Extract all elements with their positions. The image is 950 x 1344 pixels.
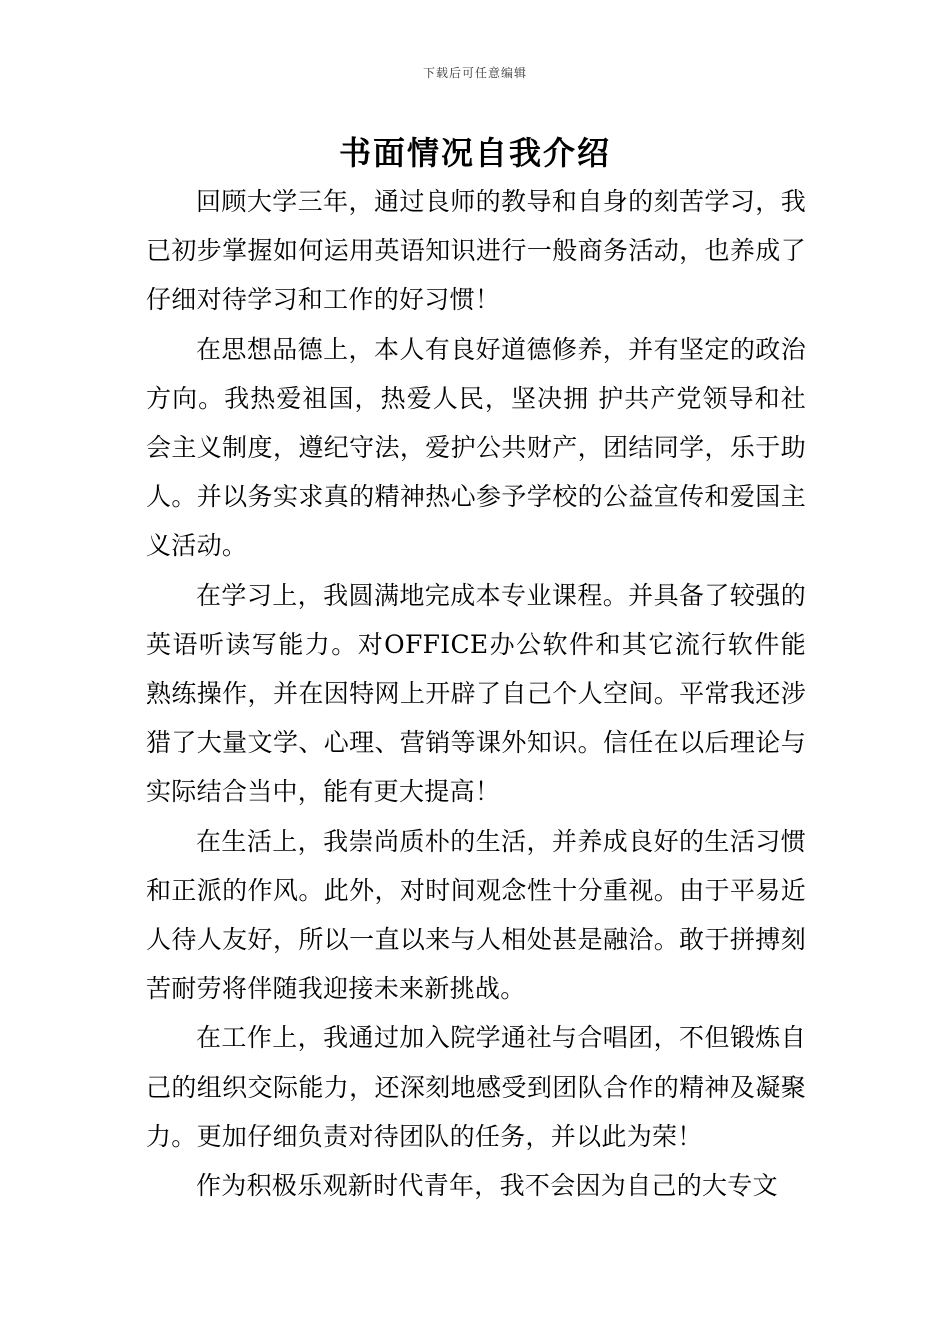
paragraph-4: 在生活上，我崇尚质朴的生活，并养成良好的生活习惯和正派的作风。此外，对时间观念性十分重视。由于平易近人待人友好，所以一直以来与人相处甚是融洽。敢于拼搏刻苦耐劳将伴随我迎接未来新挑战。 <box>146 826 806 1004</box>
header-note: 下载后可任意编辑 <box>422 66 527 80</box>
paragraph-1: 回顾大学三年，通过良师的教导和自身的刻苦学习，我已初步掌握如何运用英语知识进行一般商务活动，也养成了仔细对待学习和工作的好习惯！ <box>146 187 806 315</box>
paragraph-2: 在思想品德上，本人有良好道德修养，并有坚定的政治方向。我热爱祖国，热爱人民，坚决拥 护共产党领导和社会主义制度，遵纪守法，爱护公共财产，团结同学，乐于助人。并以务实求真的精神热心参予学校的公益宣传和爱国主义活动。 <box>146 334 806 561</box>
paragraph-3: 在学习上，我圆满地完成本专业课程。并具备了较强的英语听读写能力。对OFFICE办公软件和其它流行软件能熟练操作，并在因特网上开辟了自己个人空间。平常我还涉猎了大量文学、心理、营销等课外知识。信任在以后理论与实际结合当中，能有更大提高！ <box>146 580 806 807</box>
document-title: 书面情况自我介绍 <box>338 134 611 172</box>
paragraph-5: 在工作上，我通过加入院学通社与合唱团，不但锻炼自己的组织交际能力，还深刻地感受到团队合作的精神及凝聚力。更加仔细负责对待团队的任务，并以此为荣！ <box>146 1023 806 1151</box>
paragraph-6: 作为积极乐观新时代青年，我不会因为自己的大专文 <box>196 1171 778 1201</box>
document-body <box>146 177 806 1210</box>
